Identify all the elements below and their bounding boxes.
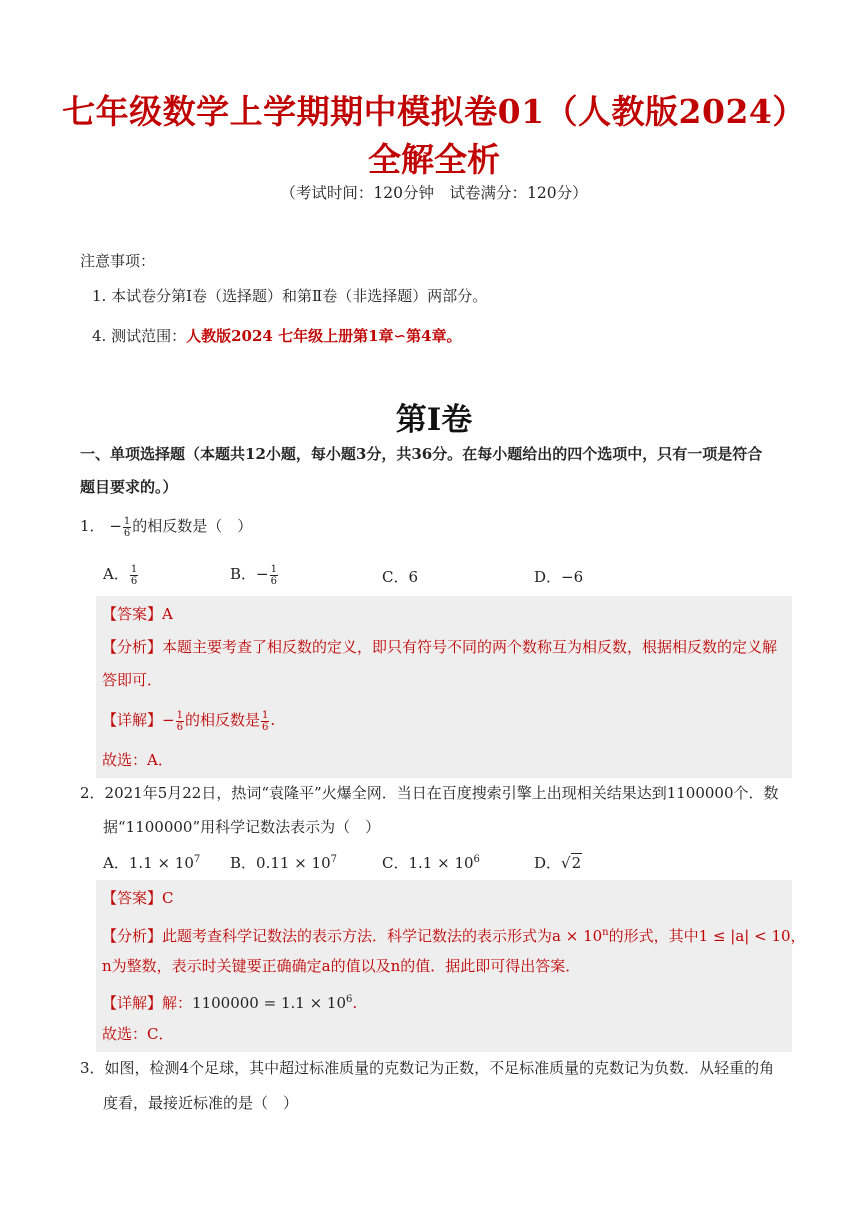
q2-stem-cont: 据“1100000”用科学记数法表示为（ ） <box>103 818 381 836</box>
q2-detail: 【详解】解：$1100000 = 1.1 \times 10^6$. <box>102 994 358 1012</box>
q2-stem: 2．2021年5月22日，热词“袁隆平”火爆全网．当日在百度搜索引擎上出现相关结果达到1100000个．数 <box>80 784 779 802</box>
q1-option-b: B．− $\frac{1}{6}$ <box>230 563 277 587</box>
q2-option-a: A．$1.1 \times 10^7$ <box>103 854 201 872</box>
q2-option-b: B．$0.11 \times 10^7$ <box>230 854 337 872</box>
q3-stem: 3．如图，检测4个足球，其中超过标准质量的克数记为正数，不足标准质量的克数记为负数．从轻重的角 <box>80 1059 775 1077</box>
q1-option-a: A． $\frac{1}{6}$ <box>103 563 138 587</box>
notice-heading: 注意事项： <box>80 252 156 270</box>
q1-stem <box>80 515 252 539</box>
notice-item-prefix: 测试范围： <box>111 327 187 345</box>
page-subtitle-line: 全解全析 <box>368 140 500 179</box>
q1-answer: 【答案】A <box>102 605 173 623</box>
q2-answer: 【答案】C <box>102 889 174 907</box>
section-instruction-2: 题目要求的。） <box>80 478 178 496</box>
notice-item-1 <box>92 285 487 307</box>
q3-stem-cont: 度看，最接近标准的是（ ） <box>103 1094 299 1112</box>
q2-analysis: 【分析】此题考查科学记数法的表示方法．科学记数法的表示形式为$a \times 10^n$的形式，其中1 ≤ |a| < 10， <box>102 927 806 945</box>
notice-item-text: 本试卷分第Ⅰ卷（选择题）和第Ⅱ卷（非选择题）两部分。 <box>111 287 488 305</box>
q1-fraction: $\frac{1}{6}$ <box>123 515 131 539</box>
q1-stem-text: 的相反数是（ ） <box>132 517 253 535</box>
notice-item-num: 4. <box>92 327 107 345</box>
section-instruction-1: 一、单项选择题（本题共12小题，每小题3分，共36分。在每小题给出的四个选项中，只有一项是符合 <box>80 445 763 463</box>
q1-minus: − <box>109 517 122 535</box>
notice-item-num: 1. <box>92 287 107 305</box>
notice-item-4 <box>92 325 462 347</box>
q2-choose: 故选：C． <box>102 1025 174 1043</box>
q1-num: 1． <box>80 517 105 535</box>
q1-detail: 【详解】− $\frac{1}{6}$ 的相反数是 $\frac{1}{6}$ . <box>102 709 276 733</box>
q1-analysis: 【分析】本题主要考查了相反数的定义，即只有符号不同的两个数称互为相反数，根据相反数的定义解 <box>102 638 778 656</box>
q1-analysis-cont: 答即可． <box>102 671 163 689</box>
page-title: 七年级数学上学期期中模拟卷01（人教版2024） <box>62 92 806 131</box>
section-heading: 第Ⅰ卷 <box>395 402 473 438</box>
exam-info: （考试时间：120分钟 试卷满分：120分） <box>280 184 588 202</box>
q1-choose: 故选：A． <box>102 751 173 769</box>
q1-option-d: D．−6 <box>534 568 584 586</box>
sqrt-symbol: √2 <box>561 854 582 872</box>
q1-solution-box <box>96 596 792 778</box>
q2-option-d: D．√2 <box>534 854 582 872</box>
q1-option-c: C．6 <box>382 568 419 586</box>
q2-option-c: C．$1.1 \times 10^6$ <box>382 854 480 872</box>
q2-analysis-cont: n为整数，表示时关键要正确确定a的值以及n的值．据此即可得出答案． <box>102 957 581 975</box>
notice-item-text: 人教版2024 七年级上册第1章∽第4章。 <box>186 327 462 345</box>
